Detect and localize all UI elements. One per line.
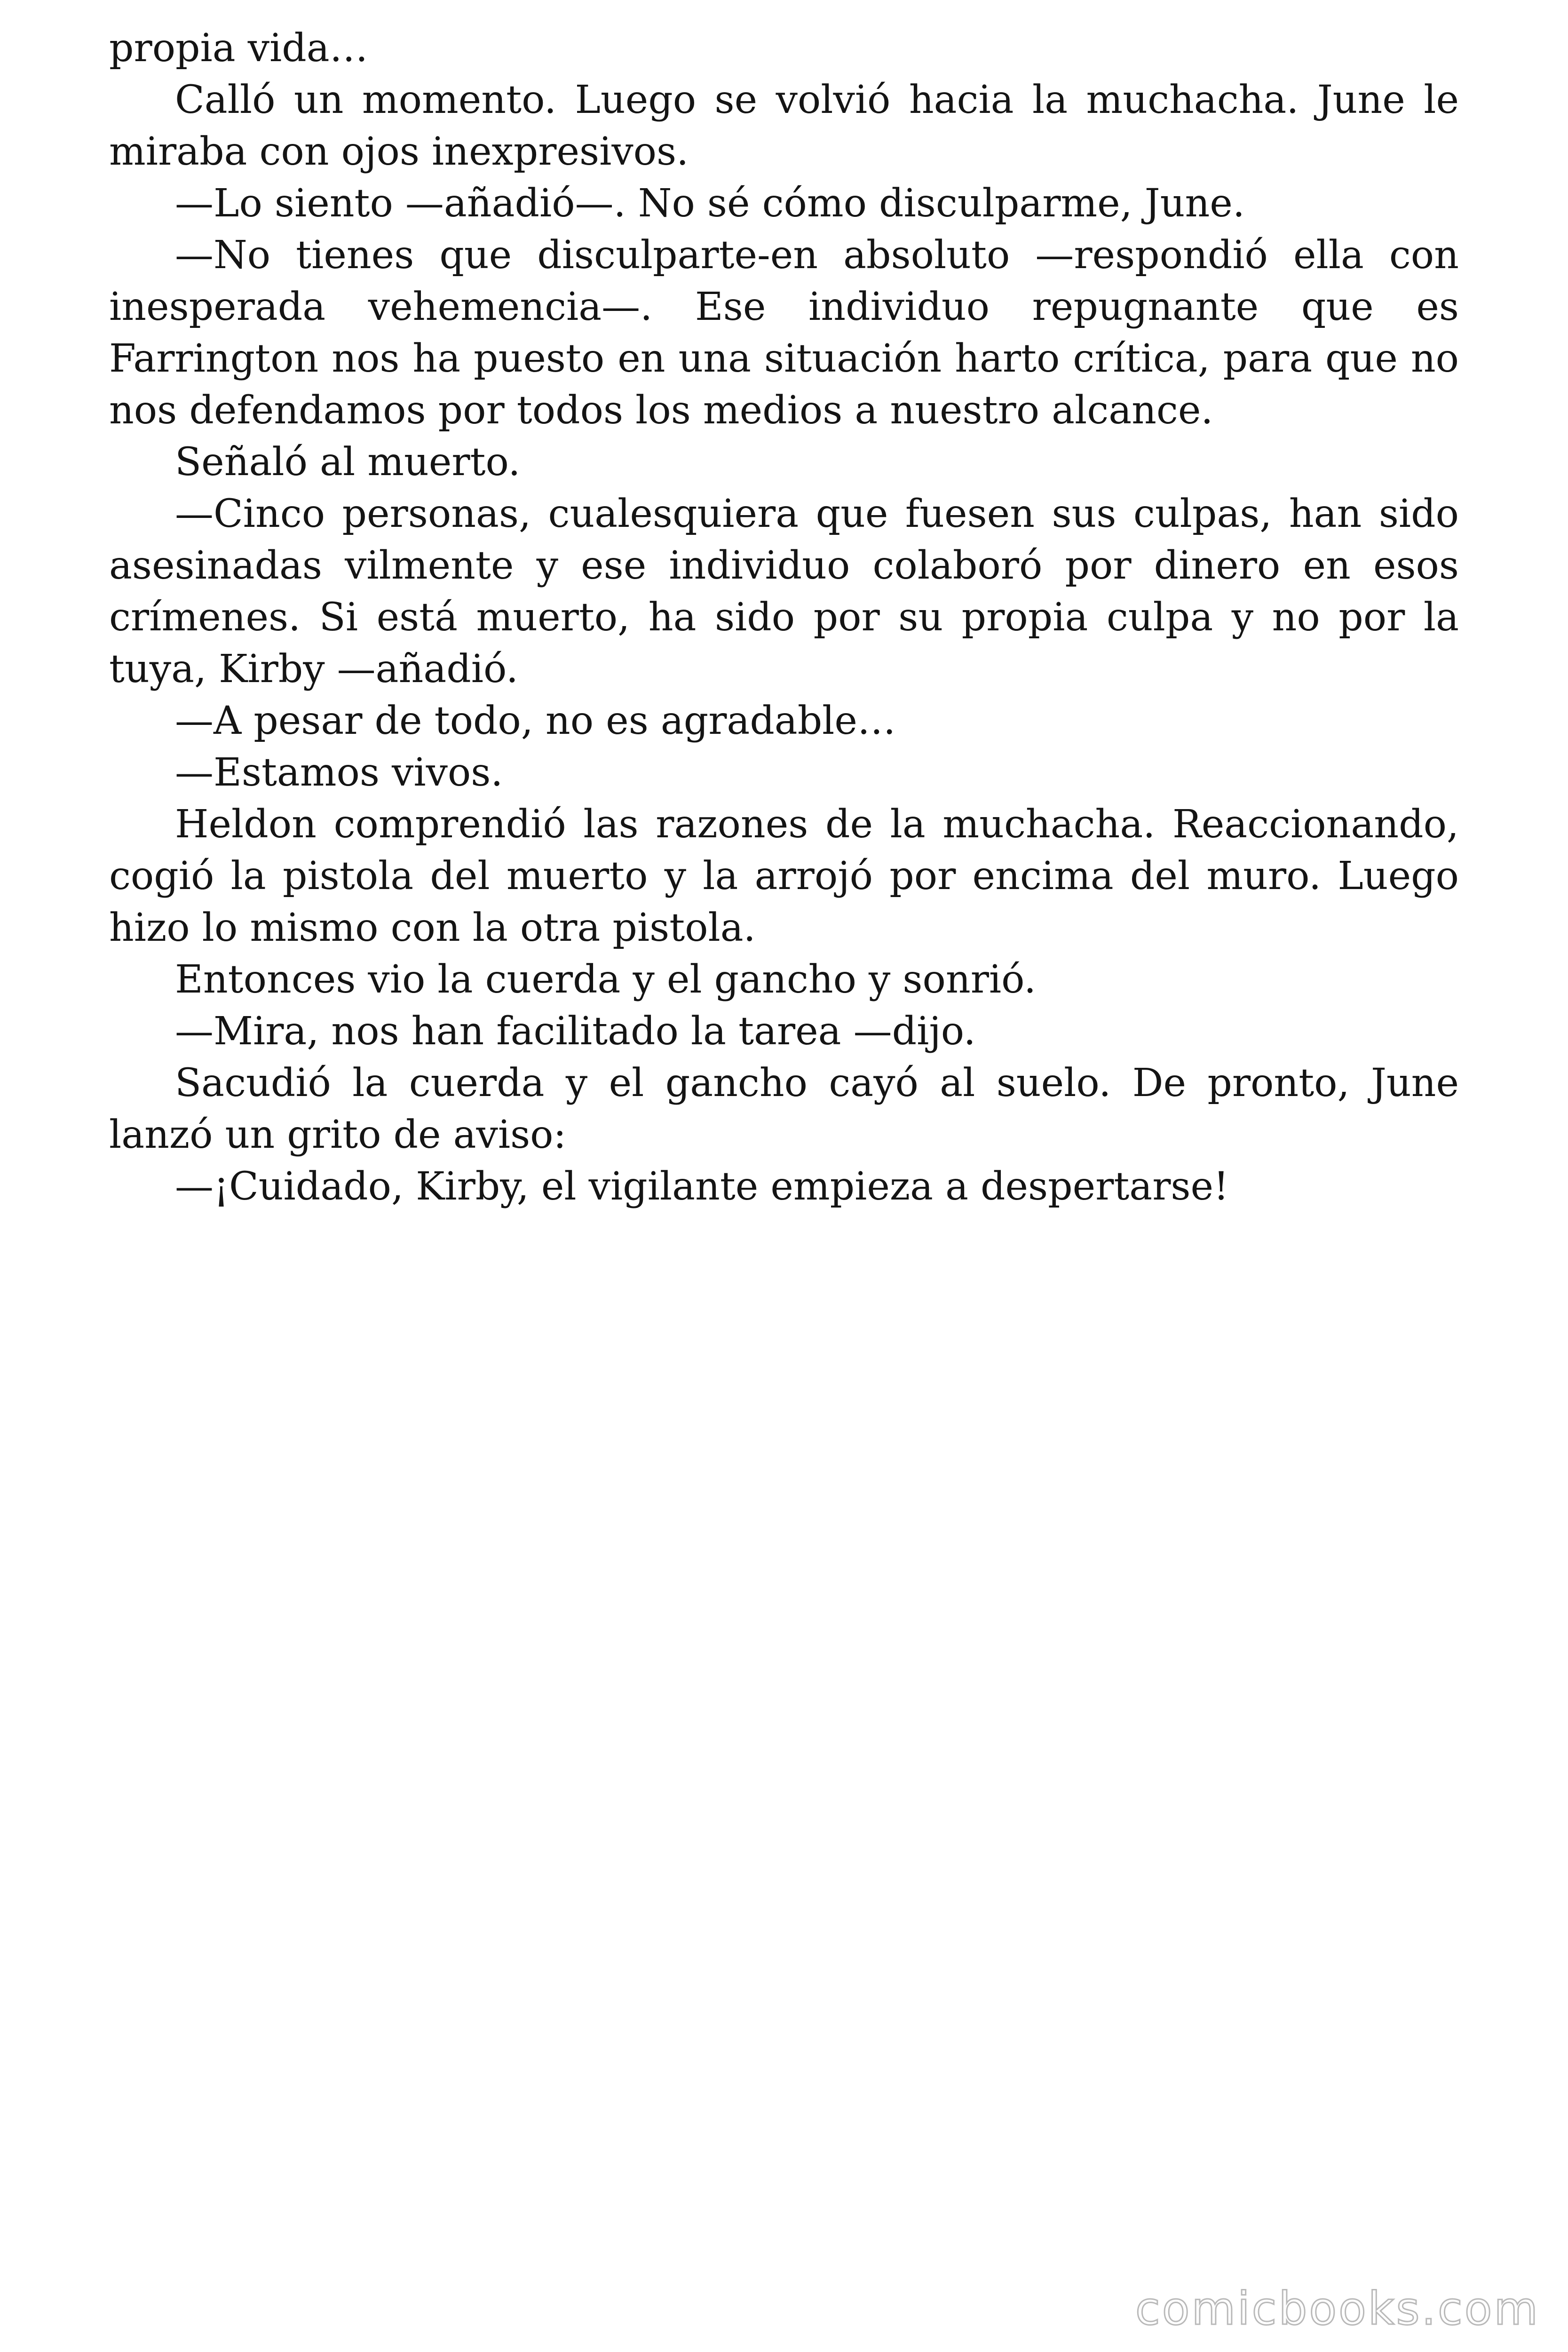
paragraph-6: —Cinco personas, cualesquiera que fuesen sus culpas, han sido asesinadas vilmente y ese individuo colaboró por dinero en esos crímenes. Si está muerto, ha sido por su propia culpa y no por la tuya, Kirby —añadió. bbox=[109, 492, 1459, 691]
watermark: comicbooks.com bbox=[1135, 2282, 1540, 2335]
paragraph-3: —Lo siento —añadió—. No sé cómo disculparme, June. bbox=[175, 181, 1245, 226]
paragraph-8: —Estamos vivos. bbox=[175, 750, 503, 795]
paragraph-5: Señaló al muerto. bbox=[175, 440, 521, 485]
page-body bbox=[109, 23, 1459, 1213]
paragraph-9: Heldon comprendió las razones de la muchacha. Reaccionando, cogió la pistola del muerto y la arrojó por encima del muro. Luego hizo lo mismo con la otra pistola. bbox=[109, 802, 1459, 950]
paragraph-7: —A pesar de todo, no es agradable… bbox=[175, 699, 896, 743]
paragraph-12: Sacudió la cuerda y el gancho cayó al suelo. De pronto, June lanzó un grito de aviso: bbox=[109, 1061, 1459, 1157]
paragraph-11: —Mira, nos han facilitado la tarea —dijo. bbox=[175, 1009, 976, 1054]
paragraph-2: Calló un momento. Luego se volvió hacia la muchacha. June le miraba con ojos inexpresivos. bbox=[109, 78, 1459, 174]
paragraph-1: propia vida… bbox=[109, 26, 368, 71]
paragraph-4: —No tienes que disculparte-en absoluto —respondió ella con inesperada vehemencia—. Ese individuo repugnante que es Farrington nos ha puesto en una situación harto crítica, para que no nos defendamos por todos los medios a nuestro alcance. bbox=[109, 233, 1459, 433]
paragraph-10: Entonces vio la cuerda y el gancho y sonrió. bbox=[175, 957, 1037, 1002]
paragraph-13: —¡Cuidado, Kirby, el vigilante empieza a despertarse! bbox=[175, 1164, 1229, 1209]
